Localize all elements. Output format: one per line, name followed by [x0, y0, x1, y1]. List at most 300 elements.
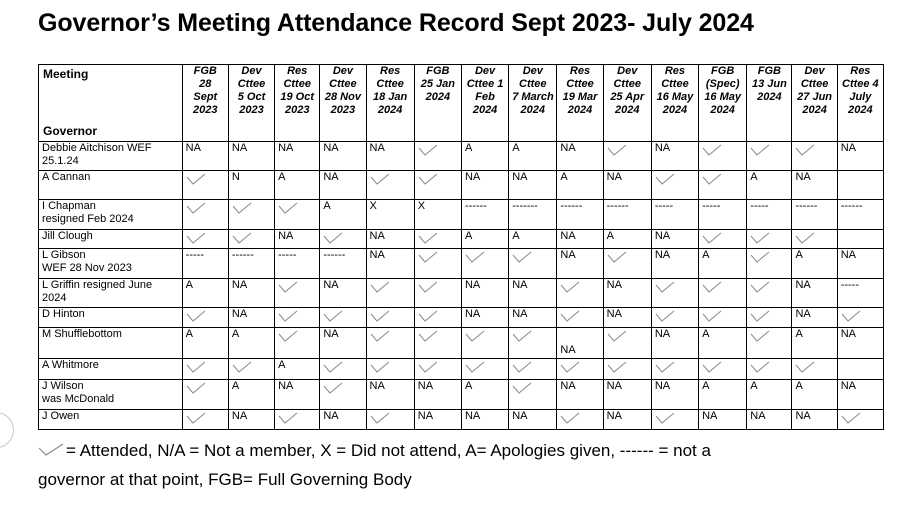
legend-line-1: = Attended, N/A = Not a member, X = Did not attend, A= Apologies given, ------ = not a — [66, 441, 711, 460]
attendance-cell — [366, 410, 414, 430]
attendance-cell — [320, 142, 366, 171]
attendance-cell — [414, 279, 461, 308]
attendance-cell — [275, 328, 320, 359]
attendance-cell — [509, 279, 557, 308]
attendance-cell — [228, 249, 274, 279]
attendance-cell — [228, 328, 274, 359]
attendance-cell — [792, 359, 837, 380]
meeting-header-line: FGB — [426, 65, 450, 77]
attendance-value: NA — [654, 328, 671, 340]
attendance-cell — [837, 308, 883, 328]
attendance-value: ------ — [231, 249, 254, 261]
attendance-cell — [699, 249, 747, 279]
header-row — [39, 65, 884, 142]
attendance-cell — [747, 410, 792, 430]
attendance-value: NA — [231, 308, 248, 320]
attendance-cell — [461, 359, 508, 380]
attendance-value: A — [795, 328, 803, 340]
meeting-header-line: 13 Jun — [751, 78, 787, 90]
attendance-cell — [414, 328, 461, 359]
attendance-cell — [557, 308, 603, 328]
attendance-cell — [182, 380, 228, 410]
attendance-cell — [320, 328, 366, 359]
attendance-cell — [275, 359, 320, 380]
attendance-value: NA — [840, 142, 856, 154]
tick-icon — [418, 251, 438, 263]
attendance-cell — [414, 142, 461, 171]
meeting-header-line: 2024 — [662, 104, 688, 116]
attendance-value: N — [231, 171, 240, 183]
tick-icon — [278, 281, 298, 293]
attendance-cell — [792, 171, 837, 200]
meeting-header-line: 2024 — [377, 104, 403, 116]
meeting-header-line: 2024 — [472, 104, 498, 116]
table-row — [39, 230, 884, 249]
attendance-cell — [275, 380, 320, 410]
attendance-value: NA — [654, 249, 671, 261]
attendance-value: A — [185, 328, 194, 340]
attendance-cell — [557, 230, 603, 249]
meeting-header — [182, 65, 228, 142]
attendance-cell — [509, 410, 557, 430]
governor-name — [39, 249, 183, 279]
tick-icon — [560, 412, 580, 424]
tick-icon — [702, 281, 722, 293]
attendance-cell — [182, 308, 228, 328]
meeting-header-line: 2024 — [425, 91, 451, 103]
attendance-value: ----- — [654, 200, 674, 212]
tick-icon — [655, 281, 675, 293]
attendance-value: NA — [560, 142, 576, 154]
governor-name — [39, 142, 183, 171]
attendance-value: NA — [185, 142, 201, 154]
attendance-value: NA — [560, 230, 576, 242]
attendance-value: NA — [606, 308, 622, 320]
attendance-cell — [699, 359, 747, 380]
attendance-cell — [837, 380, 883, 410]
attendance-cell — [366, 230, 414, 249]
attendance-value: A — [231, 380, 240, 392]
meeting-header-line: 2024 — [567, 104, 593, 116]
meeting-header-line: 7 March — [512, 91, 554, 103]
tick-icon — [186, 232, 206, 244]
attendance-cell — [837, 171, 883, 200]
attendance-cell — [366, 171, 414, 200]
meeting-header-line: Sept — [193, 91, 218, 103]
attendance-cell — [366, 328, 414, 359]
attendance-value: NA — [512, 279, 528, 291]
attendance-cell — [320, 410, 366, 430]
attendance-cell — [699, 171, 747, 200]
tick-icon — [702, 361, 722, 373]
attendance-cell — [557, 171, 603, 200]
attendance-cell — [366, 279, 414, 308]
attendance-value: NA — [606, 380, 622, 392]
attendance-cell — [747, 200, 792, 230]
attendance-value: NA — [795, 410, 811, 422]
governor-name-line: L Griffin resigned June — [42, 279, 153, 291]
tick-icon — [232, 361, 252, 373]
attendance-cell — [366, 249, 414, 279]
table-row — [39, 359, 884, 380]
tick-icon — [512, 251, 532, 263]
attendance-value: NA — [464, 279, 481, 291]
attendance-value: A — [795, 249, 803, 261]
tick-icon — [186, 310, 206, 322]
attendance-value: NA — [231, 279, 248, 291]
attendance-cell — [182, 249, 228, 279]
attendance-cell — [228, 308, 274, 328]
attendance-cell — [275, 249, 320, 279]
meeting-header — [603, 65, 651, 142]
attendance-value: A — [560, 171, 568, 183]
tick-icon — [232, 232, 252, 244]
attendance-value: NA — [750, 410, 766, 422]
attendance-cell — [557, 380, 603, 410]
tick-icon — [750, 232, 770, 244]
governor-name — [39, 328, 183, 359]
governor-name-line: L Gibson — [42, 249, 86, 261]
attendance-cell — [320, 308, 366, 328]
attendance-cell — [557, 142, 603, 171]
tick-icon — [232, 202, 252, 214]
attendance-cell — [837, 200, 883, 230]
attendance-cell — [747, 279, 792, 308]
attendance-cell — [275, 410, 320, 430]
attendance-value: NA — [702, 410, 718, 422]
attendance-cell — [414, 308, 461, 328]
attendance-cell — [603, 249, 651, 279]
meeting-header — [509, 65, 557, 142]
attendance-value: A — [231, 328, 240, 340]
attendance-value: ------ — [323, 249, 346, 261]
attendance-value: NA — [323, 279, 339, 291]
attendance-cell — [651, 410, 698, 430]
tick-icon — [560, 310, 580, 322]
tick-icon — [841, 310, 861, 322]
meeting-header-line: 2023 — [284, 104, 310, 116]
tick-icon — [418, 173, 438, 185]
tick-icon — [418, 361, 438, 373]
attendance-cell — [837, 279, 883, 308]
attendance-cell — [651, 308, 698, 328]
attendance-value: NA — [560, 344, 576, 356]
attendance-cell — [651, 328, 698, 359]
tick-icon — [607, 330, 627, 342]
tick-icon — [750, 330, 770, 342]
attendance-cell — [182, 410, 228, 430]
attendance-cell — [320, 249, 366, 279]
attendance-value: NA — [654, 230, 671, 242]
attendance-cell — [747, 308, 792, 328]
attendance-cell — [509, 200, 557, 230]
attendance-cell — [651, 142, 698, 171]
meeting-header-line: 2024 — [757, 91, 782, 103]
attendance-value: ------ — [795, 200, 818, 212]
page-nav-handle[interactable] — [0, 412, 14, 448]
meeting-header-line: Dev — [474, 65, 496, 77]
attendance-cell — [651, 230, 698, 249]
governor-name — [39, 200, 183, 230]
tick-icon — [418, 310, 438, 322]
tick-icon — [750, 310, 770, 322]
governor-name-line: resigned Feb 2024 — [42, 213, 134, 225]
attendance-value: ----- — [840, 279, 860, 291]
attendance-cell — [275, 308, 320, 328]
tick-icon — [795, 144, 815, 156]
attendance-value: NA — [464, 410, 481, 422]
meeting-header-line: Cttee — [613, 78, 641, 90]
governor-name-line: A Whitmore — [42, 359, 99, 371]
attendance-cell — [603, 308, 651, 328]
attendance-cell — [747, 380, 792, 410]
attendance-cell — [837, 328, 883, 359]
meeting-header — [414, 65, 461, 142]
attendance-cell — [557, 200, 603, 230]
attendance-value: A — [750, 171, 758, 183]
meeting-header-line: 2023 — [330, 104, 356, 116]
attendance-value: X — [417, 200, 426, 212]
attendance-cell — [651, 380, 698, 410]
attendance-value: NA — [323, 171, 339, 183]
meeting-header-line: 25 Jan — [420, 78, 455, 90]
attendance-value: A — [512, 142, 520, 154]
meeting-header — [837, 65, 883, 142]
tick-icon — [655, 310, 675, 322]
governor-name — [39, 410, 183, 430]
meeting-header-line: 25 Apr — [610, 91, 645, 103]
meeting-header-line: 2024 — [802, 104, 827, 116]
meeting-header-line: Cttee — [800, 78, 829, 90]
tick-icon — [370, 361, 390, 373]
attendance-cell — [228, 200, 274, 230]
governor-name-line: D Hinton — [42, 308, 85, 320]
attendance-value: ------ — [464, 200, 487, 212]
tick-icon — [278, 310, 298, 322]
table-row — [39, 328, 884, 359]
meeting-header-line: Res — [664, 65, 686, 77]
tick-icon — [465, 330, 485, 342]
table-row — [39, 249, 884, 279]
attendance-cell — [320, 380, 366, 410]
attendance-value: NA — [654, 380, 671, 392]
attendance-cell — [414, 249, 461, 279]
attendance-cell — [699, 230, 747, 249]
attendance-cell — [461, 200, 508, 230]
attendance-value: NA — [512, 308, 528, 320]
tick-icon — [186, 412, 206, 424]
tick-icon — [512, 361, 532, 373]
attendance-value: NA — [369, 249, 385, 261]
attendance-cell — [366, 308, 414, 328]
attendance-value: A — [750, 380, 758, 392]
tick-icon — [607, 251, 627, 263]
attendance-cell — [603, 279, 651, 308]
governor-name — [39, 230, 183, 249]
governor-name-line: Debbie Aitchison WEF — [42, 142, 152, 154]
meeting-header-line: Cttee — [566, 78, 594, 90]
meeting-header-line: Cttee 4 — [842, 78, 879, 90]
attendance-value: A — [702, 328, 710, 340]
meeting-header — [557, 65, 603, 142]
tick-icon — [418, 144, 438, 156]
governor-name-line: Jill Clough — [42, 230, 93, 242]
attendance-cell — [651, 200, 698, 230]
governor-name-line: was McDonald — [42, 393, 115, 405]
tick-icon — [560, 281, 580, 293]
meeting-header-line: 18 Jan — [373, 91, 408, 103]
attendance-cell — [461, 142, 508, 171]
attendance-cell — [414, 380, 461, 410]
tick-icon — [278, 412, 298, 424]
attendance-cell — [651, 249, 698, 279]
attendance-cell — [603, 171, 651, 200]
attendance-cell — [275, 142, 320, 171]
governor-name-line: 25.1.24 — [42, 155, 79, 167]
attendance-value: A — [512, 230, 520, 242]
meeting-header-line: Cttee — [376, 78, 404, 90]
tick-icon — [841, 412, 861, 424]
attendance-value: NA — [323, 328, 339, 340]
attendance-cell — [509, 142, 557, 171]
meeting-header-line: (Spec) — [705, 78, 740, 90]
attendance-value: NA — [323, 410, 339, 422]
tick-icon — [795, 361, 815, 373]
attendance-cell — [228, 171, 274, 200]
attendance-table — [38, 64, 884, 430]
attendance-cell — [792, 410, 837, 430]
meeting-header-line: Cttee — [661, 78, 689, 90]
tick-icon — [323, 310, 343, 322]
attendance-value: A — [464, 142, 473, 154]
meeting-header-line: Cttee 1 — [466, 78, 504, 90]
attendance-cell — [603, 410, 651, 430]
attendance-cell — [837, 142, 883, 171]
meeting-header-line: Cttee — [283, 78, 311, 90]
attendance-cell — [603, 380, 651, 410]
tick-icon — [560, 361, 580, 373]
attendance-cell — [837, 249, 883, 279]
attendance-cell — [320, 279, 366, 308]
tick-icon — [750, 144, 770, 156]
attendance-cell — [557, 410, 603, 430]
attendance-cell — [414, 230, 461, 249]
attendance-cell — [320, 230, 366, 249]
attendance-cell — [651, 279, 698, 308]
attendance-cell — [792, 249, 837, 279]
meeting-header-line: 19 Mar — [562, 91, 598, 103]
attendance-value: A — [278, 359, 286, 371]
attendance-cell — [792, 279, 837, 308]
attendance-cell — [320, 359, 366, 380]
attendance-cell — [792, 380, 837, 410]
governor-name-line: J Owen — [42, 410, 80, 422]
meeting-header-line: 16 May — [704, 91, 742, 103]
attendance-cell — [699, 279, 747, 308]
attendance-cell — [182, 328, 228, 359]
attendance-cell — [747, 249, 792, 279]
tick-icon — [370, 330, 390, 342]
table-row — [39, 410, 884, 430]
attendance-value: A — [464, 380, 473, 392]
meeting-header-line: FGB — [711, 65, 735, 77]
attendance-value: NA — [606, 410, 622, 422]
meeting-header-line: Res — [850, 65, 871, 77]
legend-line-2: governor at that point, FGB= Full Governing Body — [38, 470, 412, 489]
tick-icon — [655, 173, 675, 185]
attendance-value: NA — [512, 171, 528, 183]
attendance-cell — [461, 171, 508, 200]
tick-icon — [323, 382, 343, 394]
attendance-cell — [461, 410, 508, 430]
attendance-cell — [366, 359, 414, 380]
attendance-cell — [228, 142, 274, 171]
table-row — [39, 279, 884, 308]
tick-icon — [370, 310, 390, 322]
tick-icon — [655, 361, 675, 373]
tick-icon — [702, 310, 722, 322]
attendance-value: NA — [231, 142, 248, 154]
tick-icon — [323, 232, 343, 244]
attendance-cell — [699, 410, 747, 430]
attendance-cell — [461, 308, 508, 328]
tick-icon — [418, 281, 438, 293]
tick-icon — [465, 251, 485, 263]
attendance-cell — [182, 279, 228, 308]
attendance-cell — [275, 230, 320, 249]
attendance-cell — [414, 359, 461, 380]
meeting-header-line: Cttee — [237, 78, 266, 90]
attendance-cell — [461, 328, 508, 359]
meeting-header-line: Dev — [804, 65, 825, 77]
tick-icon — [702, 144, 722, 156]
attendance-value: A — [795, 380, 803, 392]
meeting-header-line: Dev — [522, 65, 543, 77]
attendance-cell — [414, 171, 461, 200]
page-title: Governor’s Meeting Attendance Record Sept 2023- July 2024 — [38, 9, 754, 37]
attendance-cell — [182, 142, 228, 171]
attendance-value: NA — [654, 142, 671, 154]
meeting-label: Meeting — [43, 67, 89, 81]
attendance-value: NA — [606, 279, 622, 291]
attendance-cell — [228, 359, 274, 380]
attendance-value: NA — [278, 380, 294, 392]
tick-icon — [186, 173, 206, 185]
table-row — [39, 200, 884, 230]
meeting-header-line: FGB — [757, 65, 781, 77]
header-corner — [39, 65, 183, 142]
tick-icon — [418, 330, 438, 342]
attendance-cell — [792, 142, 837, 171]
attendance-cell — [366, 200, 414, 230]
attendance-cell — [792, 200, 837, 230]
attendance-value: A — [278, 171, 286, 183]
attendance-cell — [509, 171, 557, 200]
tick-icon — [750, 361, 770, 373]
attendance-cell — [275, 171, 320, 200]
attendance-cell — [603, 200, 651, 230]
meeting-header-line: Res — [569, 65, 591, 77]
attendance-cell — [651, 171, 698, 200]
meeting-header — [461, 65, 508, 142]
attendance-cell — [792, 230, 837, 249]
governor-name-line: J Wilson — [42, 380, 84, 392]
attendance-cell — [557, 359, 603, 380]
attendance-value: NA — [369, 380, 385, 392]
attendance-cell — [509, 308, 557, 328]
attendance-cell — [182, 230, 228, 249]
attendance-cell — [557, 279, 603, 308]
